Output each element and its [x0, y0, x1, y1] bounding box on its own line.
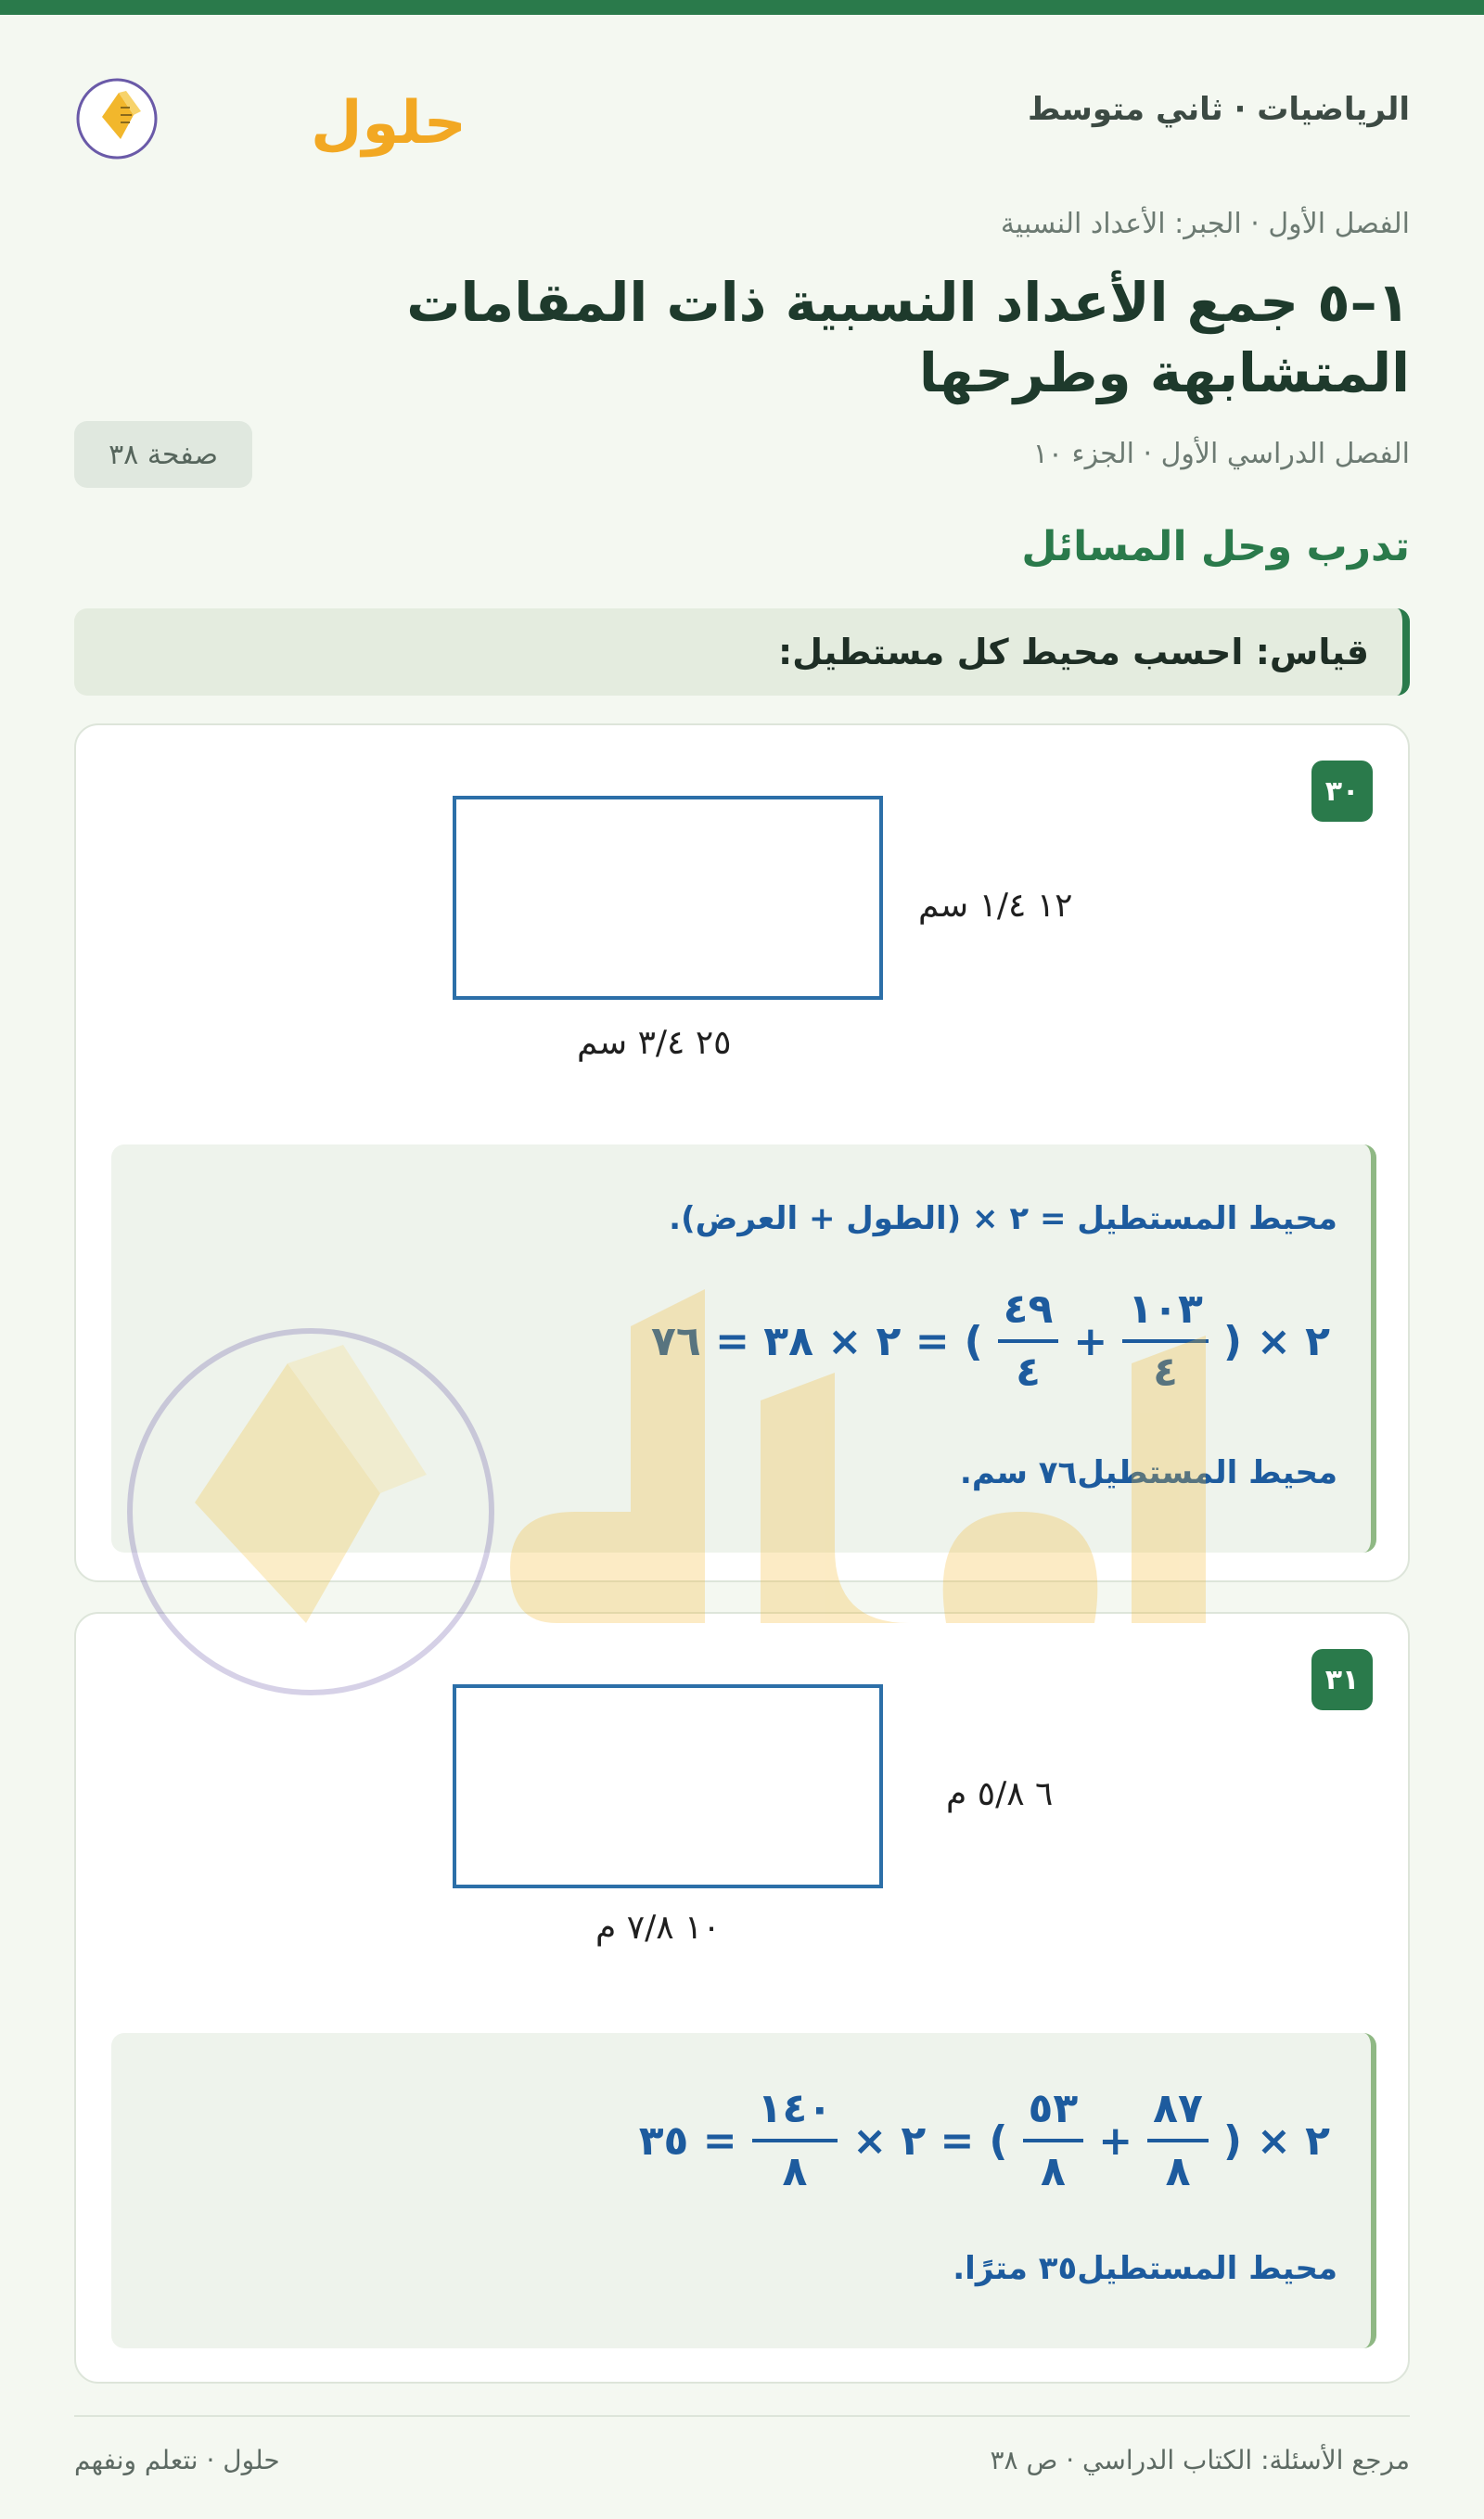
open-paren: (	[1222, 1317, 1242, 1365]
problem-number-badge: ٣٠	[1311, 761, 1373, 822]
fraction-numerator: ٨٧	[1147, 2083, 1209, 2142]
page-title: ١–٥ جمع الأعداد النسبية ذات المقامات المتشابهة وطرحها	[406, 271, 1410, 404]
rectangle-width-label: ٢٥ ٣/٤ سم	[577, 1024, 732, 1062]
instruction-text: قياس: احسب محيط كل مستطيل:	[777, 632, 1369, 672]
semester-label: الفصل الدراسي الأول · الجزء ١٠	[1032, 438, 1410, 470]
equation-multiplier: ٢ ×	[1256, 1317, 1330, 1365]
fraction	[998, 1284, 1059, 1399]
rectangle-height-label: ٦ ٥/٨ م	[946, 1775, 1054, 1813]
footer-divider	[74, 2415, 1410, 2417]
rectangle-figure	[453, 1684, 883, 1888]
chapter-breadcrumb: الفصل الأول · الجبر: الأعداد النسبية	[1000, 208, 1410, 240]
fraction-denominator: ٨	[1165, 2148, 1191, 2195]
equation-multiplier: ٢ ×	[1256, 2116, 1330, 2165]
problem-card-31	[74, 1612, 1410, 2384]
problem-card-30	[74, 723, 1410, 1582]
fraction-numerator: ١٠٣	[1122, 1284, 1209, 1343]
solution-box	[111, 2033, 1376, 2348]
fraction	[1147, 2083, 1209, 2198]
logo-text: حلول	[311, 89, 467, 158]
equation-result: = ٢ × ٣٨ = ٧٦	[651, 1317, 950, 1365]
fraction-numerator: ٤٩	[998, 1284, 1059, 1343]
problem-number-badge: ٣١	[1311, 1649, 1373, 1710]
close-paren: )	[964, 1317, 983, 1365]
fraction-denominator: ٨	[782, 2148, 808, 2195]
fraction-denominator: ٨	[1040, 2148, 1066, 2195]
fraction	[1122, 1284, 1209, 1399]
fraction	[752, 2083, 838, 2198]
equation-result: = ٣٥	[638, 2116, 737, 2165]
logo-icon	[74, 65, 467, 167]
answer-text: محيط المستطيل٣٥ مترًا.	[953, 2250, 1337, 2287]
fraction-denominator: ٤	[1016, 1349, 1041, 1396]
footer-reference: مرجع الأسئلة: الكتاب الدراسي · ص ٣٨	[990, 2445, 1410, 2475]
plus-sign: +	[1098, 2116, 1133, 2165]
solution-box	[111, 1144, 1376, 1553]
page-number-badge: صفحة ٣٨	[74, 421, 252, 488]
rectangle-height-label: ١٢ ١/٤ سم	[918, 887, 1073, 925]
brand-logo[interactable]	[74, 65, 467, 167]
fraction-numerator: ٥٣	[1023, 2083, 1084, 2142]
footer-brand: حلول · نتعلم ونفهم	[74, 2445, 280, 2475]
rectangle-width-label: ١٠ ٧/٨ م	[595, 1909, 721, 1947]
subject-label: الرياضيات · ثاني متوسط	[1028, 91, 1410, 128]
rectangle-figure	[453, 796, 883, 1000]
open-paren: (	[1222, 2116, 1242, 2165]
close-paren: )	[989, 2116, 1008, 2165]
answer-text: محيط المستطيل٧٦ سم.	[959, 1454, 1337, 1491]
solution-equation	[644, 1284, 1337, 1399]
fraction-numerator: ١٤٠	[752, 2083, 838, 2142]
fraction	[1023, 2083, 1084, 2198]
section-title: تدرب وحل المسائل	[1021, 523, 1410, 570]
instruction-box	[74, 608, 1410, 696]
fraction-denominator: ٤	[1153, 1349, 1178, 1396]
top-accent-bar	[0, 0, 1484, 15]
solution-equation	[632, 2083, 1337, 2198]
equation-step: = ٢ ×	[852, 2116, 975, 2165]
perimeter-formula: محيط المستطيل = ٢ × (الطول + العرض).	[669, 1200, 1337, 1237]
plus-sign: +	[1073, 1317, 1108, 1365]
